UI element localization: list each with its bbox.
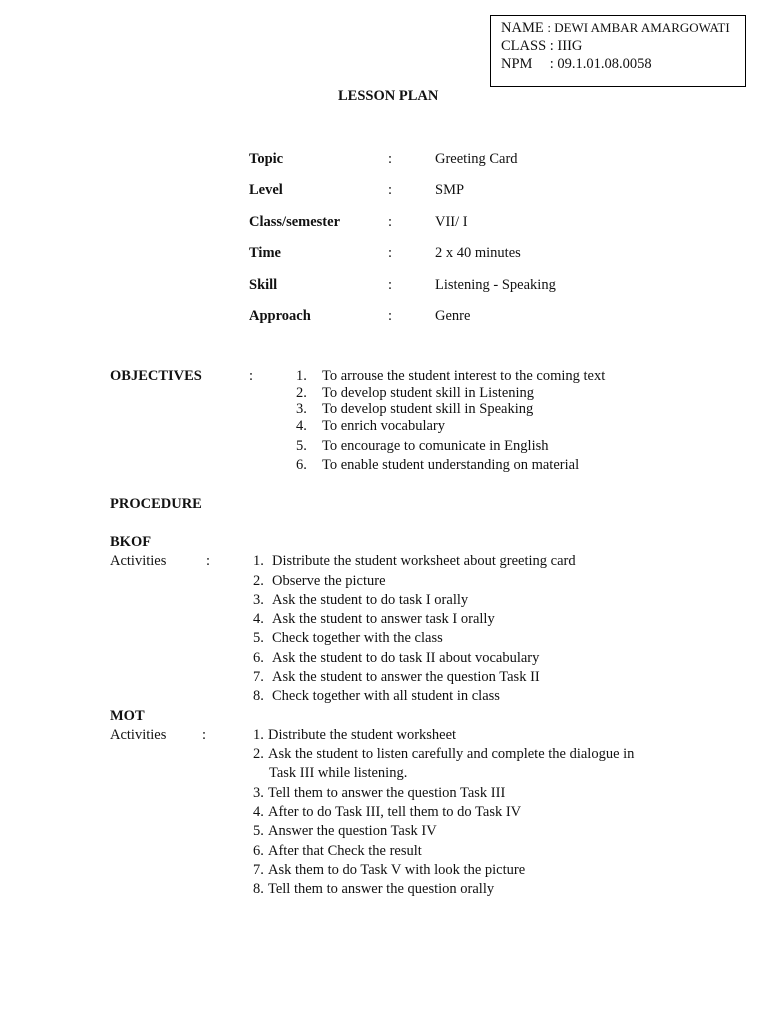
objective-item: To arrouse the student interest to the coming text — [322, 368, 606, 384]
objective-item: To enable student understanding on material — [322, 457, 580, 473]
detail-separator: : — [388, 308, 393, 324]
mot-item: Ask them to do Task V with look the picture — [268, 862, 526, 878]
page-title: LESSON PLAN — [338, 88, 439, 104]
objectives-heading: OBJECTIVES — [110, 368, 202, 384]
mot-item: Answer the question Task IV — [268, 823, 437, 839]
mot-item-number: 4. — [253, 804, 264, 820]
class-value: : IIIG — [549, 38, 583, 54]
bkof-item-number: 3. — [253, 592, 264, 608]
bkof-item-number: 8. — [253, 688, 264, 704]
mot-item-number: 6. — [253, 843, 264, 859]
detail-value: Greeting Card — [435, 151, 518, 167]
objective-item: To enrich vocabulary — [322, 418, 445, 434]
mot-item-number: 5. — [253, 823, 264, 839]
procedure-heading: PROCEDURE — [110, 496, 202, 512]
class-line — [501, 38, 582, 55]
bkof-item-number: 4. — [253, 611, 264, 627]
mot-item: Ask the student to listen carefully and complete the dialogue in — [268, 746, 635, 762]
bkof-item: Ask the student to answer task I orally — [272, 611, 495, 627]
detail-separator: : — [388, 277, 393, 293]
objective-item: To encourage to comunicate in English — [322, 438, 549, 454]
detail-label: Class/semester — [249, 214, 341, 230]
mot-item-number: 3. — [253, 785, 264, 801]
detail-value: SMP — [435, 182, 465, 198]
mot-item-number: 8. — [253, 881, 264, 897]
mot-activities-label: Activities — [110, 727, 167, 743]
bkof-item: Check together with the class — [272, 630, 443, 646]
class-label: CLASS — [501, 38, 547, 54]
detail-value: VII/ I — [435, 214, 468, 230]
detail-separator: : — [388, 182, 393, 198]
bkof-activities-label: Activities — [110, 553, 167, 569]
mot-separator: : — [202, 727, 207, 743]
npm-line — [501, 56, 652, 73]
objective-number: 5. — [296, 438, 307, 454]
mot-item-number: 1. — [253, 727, 264, 743]
student-info-box — [490, 15, 746, 87]
mot-item-continuation: Task III while listening. — [269, 765, 408, 781]
detail-value: Genre — [435, 308, 471, 324]
bkof-item: Observe the picture — [272, 573, 386, 589]
name-line — [501, 20, 730, 37]
name-value: : DEWI AMBAR AMARGOWATI — [547, 20, 730, 35]
bkof-separator: : — [206, 553, 211, 569]
bkof-item: Ask the student to answer the question Task II — [272, 669, 540, 685]
objective-item: To develop student skill in Speaking — [322, 401, 534, 417]
detail-value: Listening - Speaking — [435, 277, 556, 293]
objective-number: 6. — [296, 457, 307, 473]
mot-heading: MOT — [110, 708, 145, 724]
mot-item-number: 7. — [253, 862, 264, 878]
detail-separator: : — [388, 245, 393, 261]
detail-label: Approach — [249, 308, 311, 324]
objective-number: 2. — [296, 385, 307, 401]
detail-separator: : — [388, 214, 393, 230]
bkof-item-number: 2. — [253, 573, 264, 589]
objective-item: To develop student skill in Listening — [322, 385, 535, 401]
objective-number: 1. — [296, 368, 307, 384]
bkof-item-number: 7. — [253, 669, 264, 685]
name-label: NAME — [501, 20, 544, 36]
detail-label: Level — [249, 182, 283, 198]
mot-item-number: 2. — [253, 746, 264, 762]
bkof-heading: BKOF — [110, 534, 152, 550]
mot-item: After that Check the result — [268, 843, 422, 859]
detail-value: 2 x 40 minutes — [435, 245, 521, 261]
bkof-item-number: 1. — [253, 553, 264, 569]
detail-separator: : — [388, 151, 393, 167]
npm-label: NPM — [501, 56, 533, 72]
bkof-item: Ask the student to do task I orally — [272, 592, 469, 608]
detail-label: Skill — [249, 277, 278, 293]
objectives-separator: : — [249, 368, 254, 384]
detail-label: Time — [249, 245, 281, 261]
objective-number: 3. — [296, 401, 307, 417]
mot-item: Distribute the student worksheet — [268, 727, 457, 743]
bkof-item-number: 6. — [253, 650, 264, 666]
mot-item: Tell them to answer the question orally — [268, 881, 495, 897]
bkof-item: Ask the student to do task II about vocabulary — [272, 650, 540, 666]
mot-item: After to do Task III, tell them to do Task IV — [268, 804, 522, 820]
npm-value: : 09.1.01.08.0058 — [549, 56, 652, 72]
bkof-item-number: 5. — [253, 630, 264, 646]
bkof-item: Distribute the student worksheet about greeting card — [272, 553, 576, 569]
mot-item: Tell them to answer the question Task III — [268, 785, 506, 801]
detail-label: Topic — [249, 151, 284, 167]
objective-number: 4. — [296, 418, 307, 434]
bkof-item: Check together with all student in class — [272, 688, 500, 704]
